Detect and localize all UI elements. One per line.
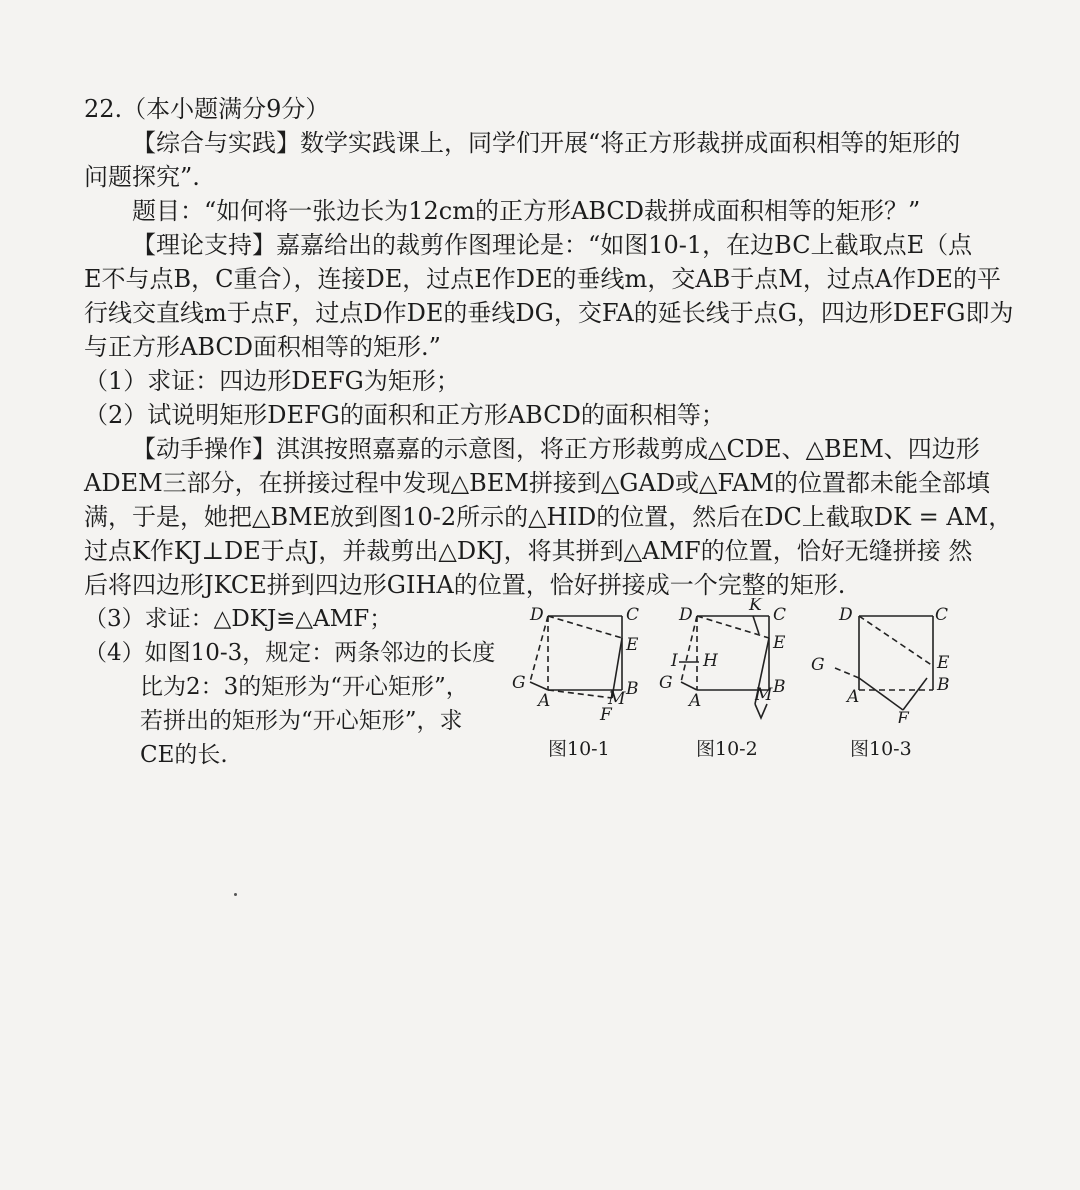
fig1-label-G: G — [512, 673, 526, 693]
fig2-label-I: I — [671, 651, 678, 671]
part-4-line-1: （4）如图10-3，规定：两条邻边的长度 — [84, 640, 496, 666]
theory-line-2: E不与点B，C重合），连接DE，过点E作DE的垂线m，交AB于点M，过点A作DE的平 — [84, 265, 1001, 293]
operation-line-2: ADEM三部分，在拼接过程中发现△BEM拼接到△GAD或△FAM的位置都未能全部填 — [84, 469, 990, 497]
fig1-label-F: F — [600, 705, 612, 723]
theory-line-4: 与正方形ABCD面积相等的矩形.” — [84, 333, 441, 361]
figure-10-3 — [805, 598, 965, 723]
operation-line-4: 过点K作KJ⊥DE于点J，并裁剪出△DKJ，将其拼到△AMF的位置，恰好无缝拼接 然 — [84, 537, 973, 565]
fig2-label-C: C — [773, 605, 787, 625]
fig2-label-B: B — [773, 677, 786, 697]
figure-10-2-caption: 图10-2 — [696, 738, 758, 760]
fig3-label-G: G — [811, 655, 825, 675]
fig3-label-E: E — [937, 653, 950, 673]
part-2: （2）试说明矩形DEFG的面积和正方形ABCD的面积相等； — [84, 401, 725, 429]
part-4-line-4: CE的长. — [140, 742, 228, 768]
figure-10-2 — [655, 598, 805, 723]
scan-speck — [234, 893, 237, 896]
fig3-label-F: F — [897, 709, 909, 723]
fig2-label-G: G — [659, 673, 673, 693]
operation-line-5: 后将四边形JKCE拼到四边形GIHA的位置，恰好拼接成一个完整的矩形. — [84, 571, 846, 599]
fig2-label-M: M — [755, 685, 773, 705]
theory-line-3: 行线交直线m于点F，过点D作DE的垂线DG，交FA的延长线于点G，四边形DEFG即为 — [84, 299, 1014, 327]
fig3-label-B: B — [937, 675, 950, 695]
fig1-label-A: A — [538, 691, 551, 711]
part-3: （3）求证：△DKJ≌△AMF； — [84, 606, 393, 632]
intro-line-1: 【综合与实践】数学实践课上，同学们开展“将正方形裁拼成面积相等的矩形的 — [132, 129, 961, 157]
question-header: 22.（本小题满分9分） — [84, 95, 330, 123]
fig3-label-D: D — [839, 605, 853, 625]
fig3-label-A: A — [847, 687, 860, 707]
fig2-label-D: D — [679, 605, 693, 625]
fig1-label-E: E — [626, 635, 639, 655]
fig1-label-D: D — [530, 605, 544, 625]
fig2-label-A: A — [689, 691, 702, 711]
fig1-label-C: C — [626, 605, 640, 625]
operation-line-3: 满，于是，她把△BME放到图10-2所示的△HID的位置，然后在DC上截取DK = AM， — [84, 503, 1013, 531]
part-1: （1）求证：四边形DEFG为矩形； — [84, 367, 460, 395]
fig3-label-C: C — [935, 605, 949, 625]
fig2-label-H: H — [703, 651, 718, 671]
operation-line-1: 【动手操作】淇淇按照嘉嘉的示意图，将正方形裁剪成△CDE、△BEM、四边形 — [132, 435, 980, 463]
figure-10-3-caption: 图10-3 — [850, 738, 912, 760]
intro-line-2: 问题探究”. — [84, 163, 200, 191]
topic-line: 题目：“如何将一张边长为12cm的正方形ABCD裁拼成面积相等的矩形？” — [132, 197, 921, 225]
theory-line-1: 【理论支持】嘉嘉给出的裁剪作图理论是：“如图10-1，在边BC上截取点E（点 — [132, 231, 973, 259]
fig1-label-M: M — [608, 689, 626, 709]
fig2-label-K: K — [749, 598, 762, 615]
part-4-line-3: 若拼出的矩形为“开心矩形”，求 — [140, 708, 463, 734]
figure-10-1 — [500, 598, 650, 723]
fig2-label-E: E — [773, 633, 786, 653]
fig1-label-B: B — [626, 679, 639, 699]
figure-10-1-caption: 图10-1 — [548, 738, 610, 760]
part-4-line-2: 比为2：3的矩形为“开心矩形”， — [140, 674, 469, 700]
